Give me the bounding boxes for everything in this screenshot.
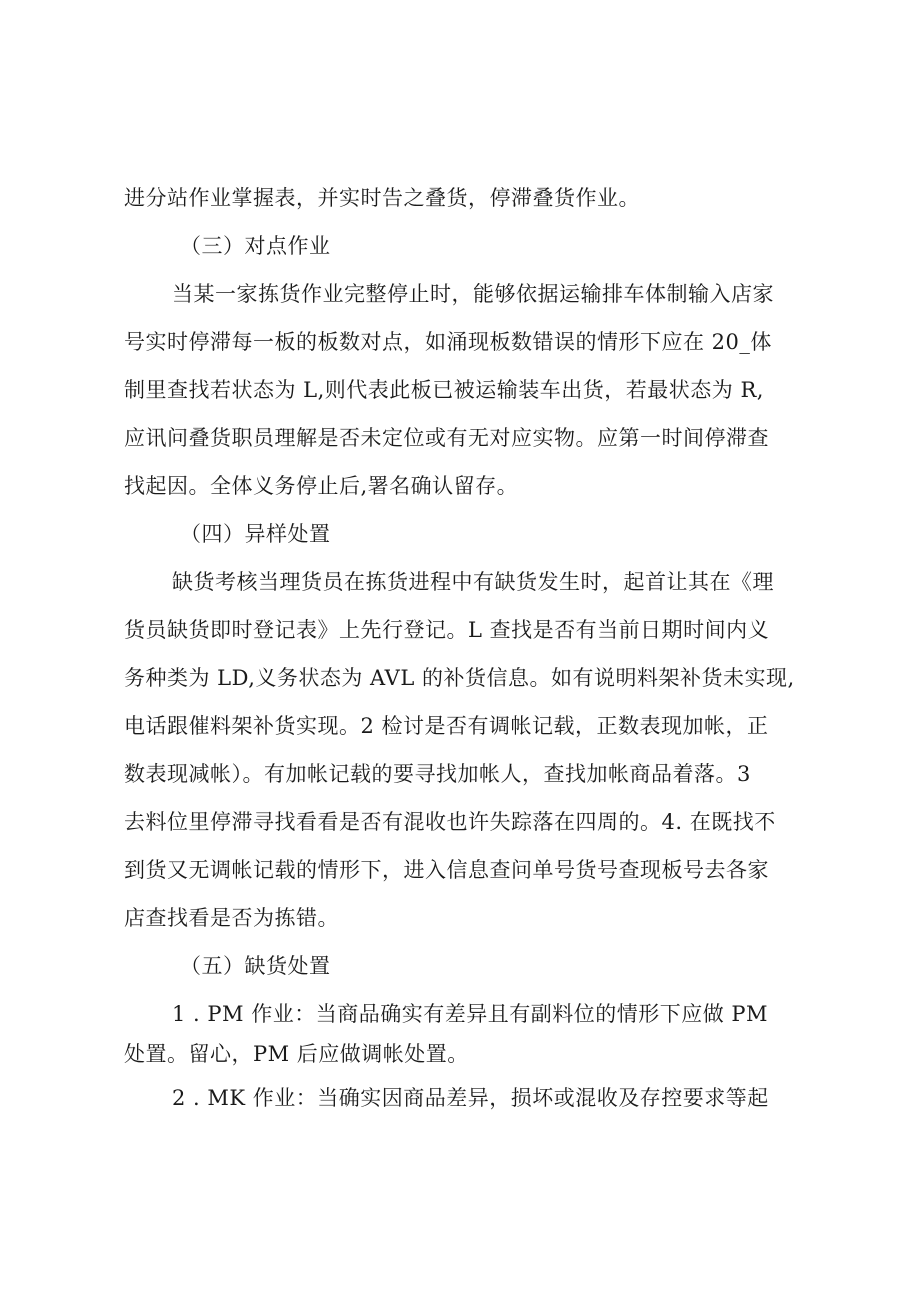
body-text-line: 务种类为 LD,义务状态为 AVL 的补货信息。如有说明料架补货未实现, bbox=[124, 666, 795, 690]
list-item-text: 1 . PM 作业：当商品确实有差异且有副料位的情形下应做 PM bbox=[172, 1002, 768, 1026]
body-text-line: 去料位里停滞寻找看看是否有混收也许失踪落在四周的。4. 在既找不 bbox=[124, 810, 776, 834]
body-text-line: 店查找看是否为拣错。 bbox=[124, 906, 339, 930]
body-text-line: 当某一家拣货作业完整停止时，能够依据运输排车体制输入店家 bbox=[172, 282, 774, 306]
body-text-line: 到货又无调帐记载的情形下，进入信息查问单号货号查现板号去各家 bbox=[124, 858, 769, 882]
body-text-line: 找起因。全体义务停止后,署名确认留存。 bbox=[124, 474, 519, 498]
body-text-line: 应讯问叠货职员理解是否未定位或有无对应实物。应第一时间停滞查 bbox=[124, 426, 769, 450]
body-text-line: 缺货考核当理货员在拣货进程中有缺货发生时，起首让其在《理 bbox=[172, 570, 774, 594]
section-heading: （四）异样处置 bbox=[180, 522, 331, 546]
body-text-line: 货员缺货即时登记表》上先行登记。L 查找是否有当前日期时间内义 bbox=[124, 618, 770, 642]
section-heading: （三）对点作业 bbox=[180, 234, 331, 258]
body-text-line: 数表现减帐）。有加帐记载的要寻找加帐人，查找加帐商品着落。3 bbox=[124, 762, 751, 786]
section-heading: （五）缺货处置 bbox=[180, 954, 331, 978]
list-item-text: 2 . MK 作业：当确实因商品差异，损坏或混收及存控要求等起 bbox=[172, 1086, 769, 1110]
body-text-line: 进分站作业掌握表，并实时告之叠货，停滞叠货作业。 bbox=[124, 186, 640, 210]
list-item-text: 处置。留心，PM 后应做调帐处置。 bbox=[124, 1042, 469, 1066]
body-text-line: 制里查找若状态为 L,则代表此板已被运输装车出货，若最状态为 R, bbox=[124, 378, 764, 402]
body-text-line: 号实时停滞每一板的板数对点，如涌现板数错误的情形下应在 20_体 bbox=[124, 330, 772, 354]
body-text-line: 电话跟催料架补货实现。2 检讨是否有调帐记载，正数表现加帐，正 bbox=[124, 714, 769, 738]
